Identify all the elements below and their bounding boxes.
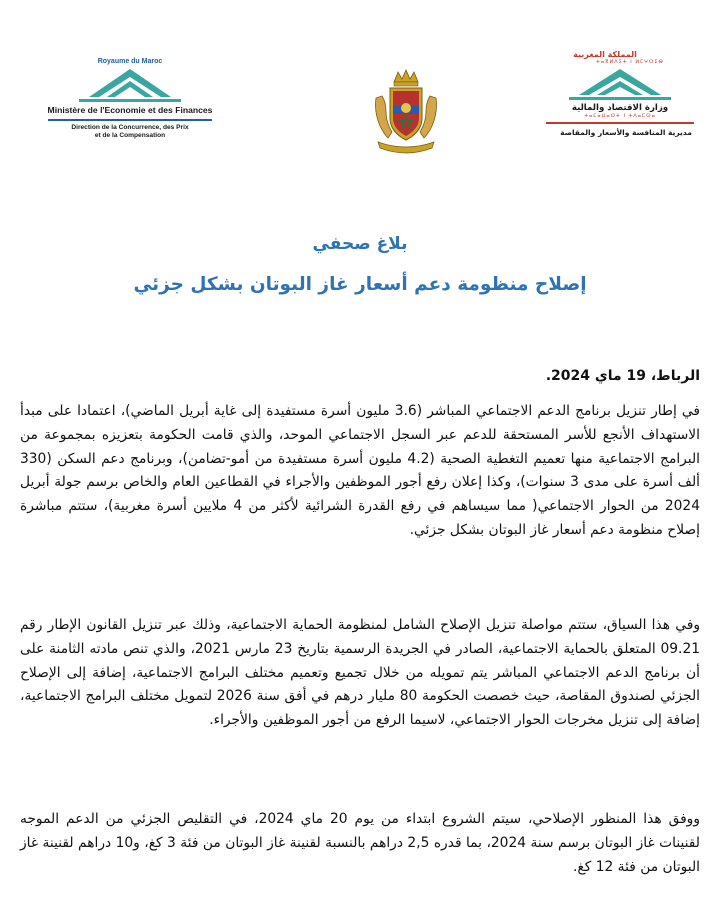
document-subtitle: إصلاح منظومة دعم أسعار غاز البوتان بشكل جزئي	[133, 274, 587, 295]
document-title: بلاغ صحفي	[312, 234, 408, 254]
direction-name-ar: مديرية المنافسة والأسعار والمقاصة	[560, 128, 692, 137]
body-paragraph-2: وفي هذا السياق، ستتم مواصلة تنزيل الإصلاح الشامل لمنظومة الحماية الاجتماعية، وذلك عبر تنزيل القانون الإطار رقم 09.21 المتعلق بالحماية الاجتماعية، الصادر في الجريدة الرسمية بتاريخ 23 مارس 2021، والذي تنص مادته الثامنة على أن برنامج الدعم الاجتماعي المباشر يتم تمويله من خلال تجميع وتعميم مختلف البرامج الاجتماعية، إضافة إلى الإصلاح الجزئي لصندوق المقاصة، حيث خصصت الحكومة 80 مليار درهم في أفق سنة 2026 لتمويل مختلف البرامج الاجتماعية، إضافة إلى تنزيل مخرجات الحوار الاجتماعي، لاسيما الرفع من أجور الموظفين والأجراء.	[20, 617, 701, 729]
kingdom-label-tifinagh: ⵜⴰⴳⵍⴷⵉⵜ ⵏ ⵍⵎⵖⵔⵉⴱ	[596, 59, 664, 65]
ministry-name-tifinagh: ⵜⴰⵎⴰⵡⴰⵙⵜ ⵏ ⵜⴷⴰⵎⵙⴰ	[584, 113, 656, 119]
ministry-name-ar: وزارة الاقتصاد والمالية	[571, 103, 669, 113]
dateline: الرباط، 19 ماي 2024.	[545, 368, 700, 384]
ministry-header-ar	[540, 50, 700, 137]
moroccan-coat-of-arms-icon	[370, 68, 442, 154]
kingdom-label-fr: Royaume du Maroc	[97, 58, 163, 65]
body-paragraph-1: في إطار تنزيل برنامج الدعم الاجتماعي المباشر (3.6 مليون أسرة مستفيدة إلى غاية أبريل الماضي)، اعتمادا على مبدأ الاستهداف الأنجع للأسر المستحقة للدعم عبر السجل الاجتماعي الموحد، والذي قامت الحكومة بتعزيزه بمجموعة من البرامج الاجتماعية منها تعميم التغطية الصحية (4.2 مليون أسرة مستفيدة من أمو-تضامن)، وبرنامج دعم السكن (330 ألف أسرة على مدى 3 سنوات)، وكذا إعلان رفع أجور الموظفين والأجراء في القطاعين العام والخاص برسم جولة أبريل 2024 من الحوار الاجتماعي( مما سيساهم في رفع القدرة الشرائية لأكثر من 4 ملايين أسرة مغربية)، ستتم مباشرة إصلاح منظومة دعم أسعار غاز البوتان بشكل جزئي.	[20, 403, 700, 538]
header-divider-blue	[48, 119, 212, 121]
ministry-logo-icon-ar	[540, 67, 700, 101]
header-divider-red	[546, 122, 694, 124]
ministry-name-fr: Ministère de l'Economie et des Finances	[47, 105, 213, 115]
direction-name-fr-line1: Direction de la Concurrence, des Prix	[71, 124, 189, 131]
body-paragraph-3: ووفق هذا المنظور الإصلاحي، سيتم الشروع ابتداء من يوم 20 ماي 2024، في التقليص الجزئي من الدعم الموجه لقنينات غاز البوتان برسم سنة 2024، بما قدره 2,5 دراهم بالنسبة لقنينة غاز البوتان من فئة 3 كغ، و10 دراهم لقنينة غاز البوتان من فئة 12 كغ.	[20, 811, 701, 875]
ministry-header-fr	[30, 58, 230, 140]
ministry-logo-icon	[30, 67, 230, 103]
direction-name-fr-line2: et de la Compensation	[94, 132, 166, 139]
kingdom-label-ar: المملكة المغربية	[573, 50, 637, 59]
